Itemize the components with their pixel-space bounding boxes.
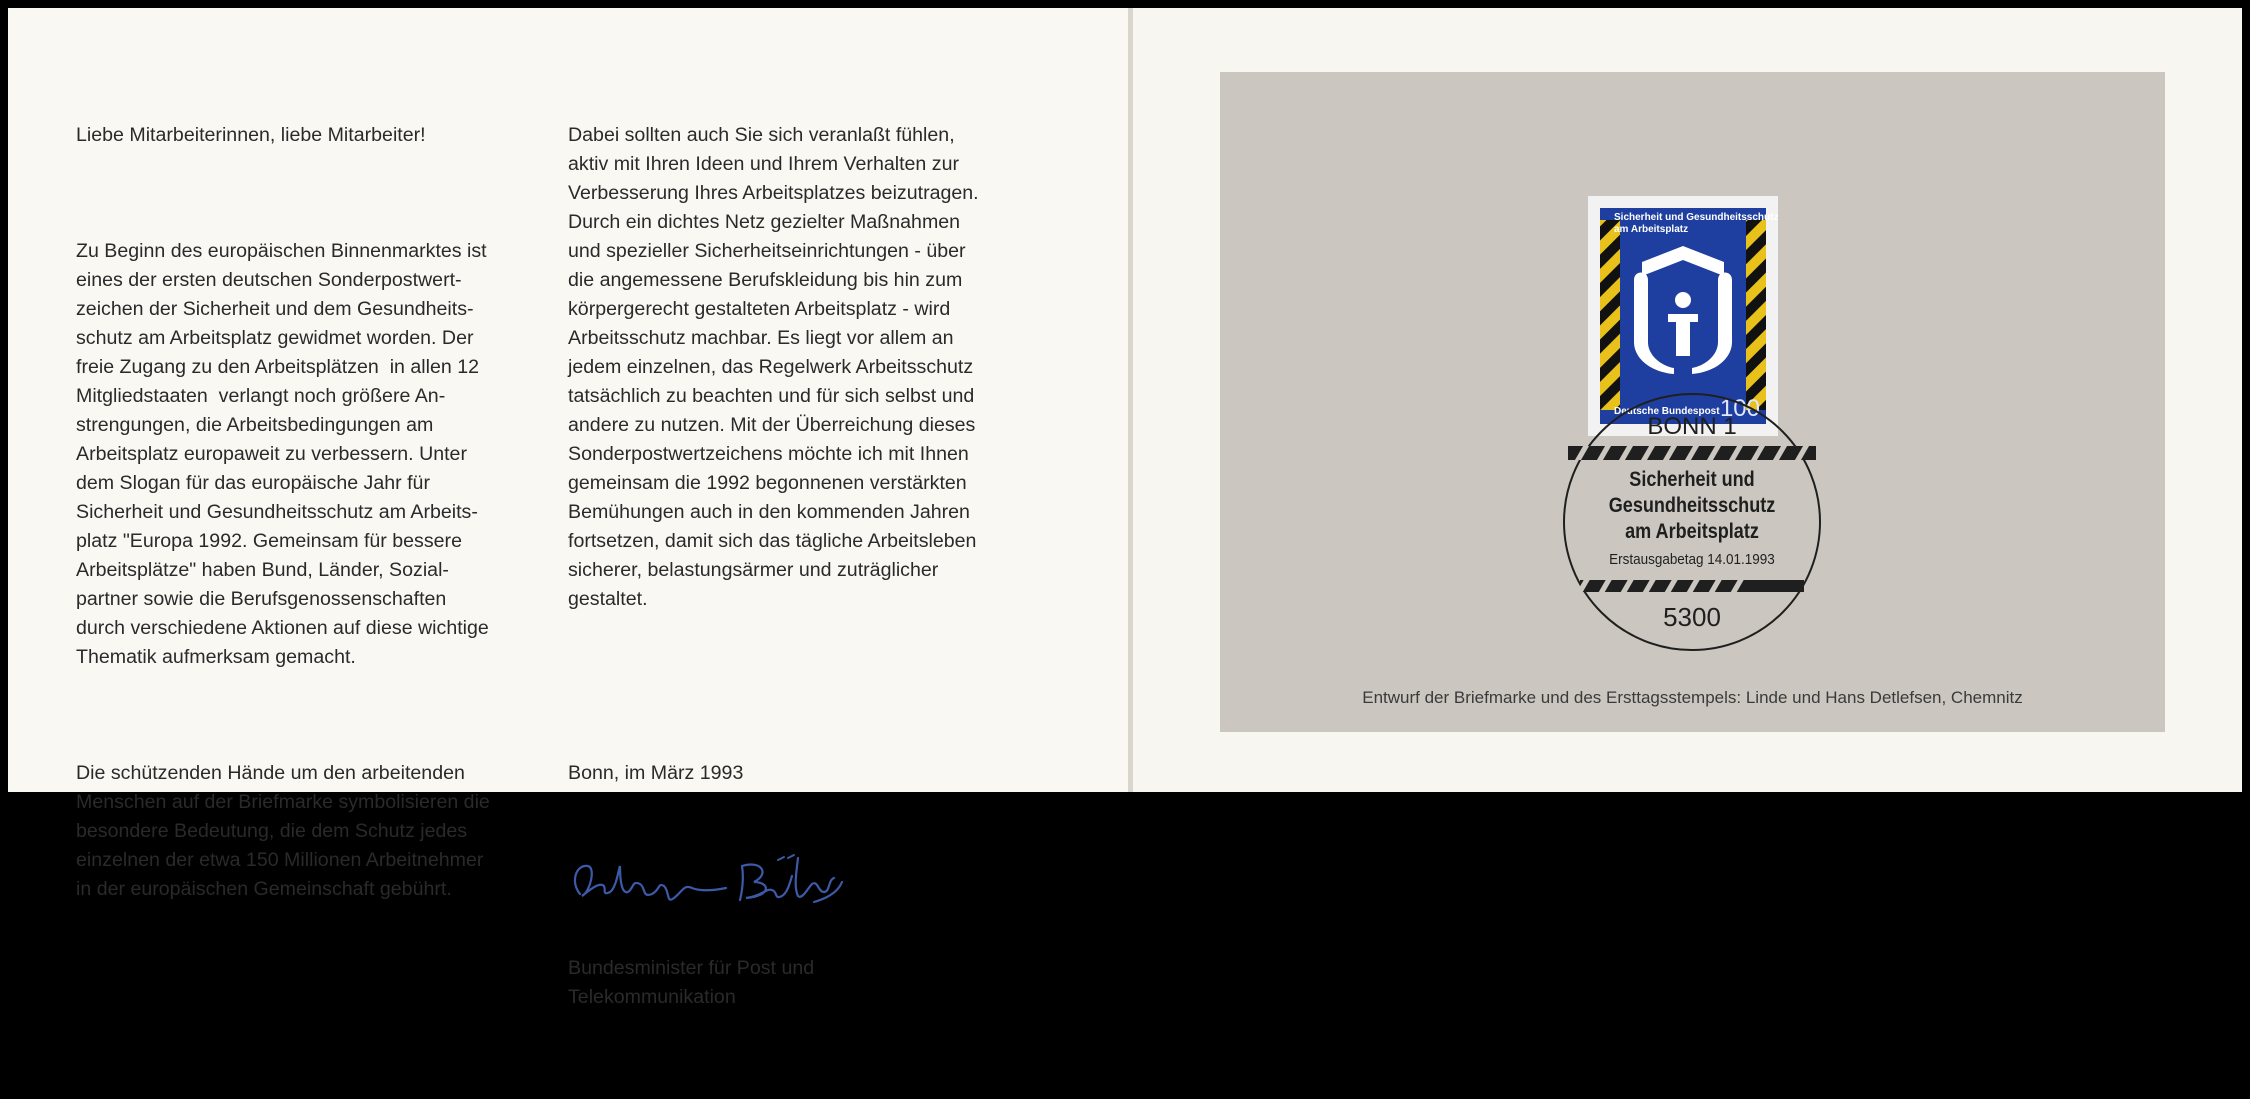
postmark-line-2: Gesundheitsschutz: [1608, 493, 1776, 518]
first-day-postmark: [1552, 382, 1832, 662]
letter-paragraph-2: Die schützenden Hände um den arbeitenden Menschen auf der Briefmarke symbolisieren die besondere Bedeutung, die dem Schutz jedes einzelnen der etwa 150 Millionen Arbeitnehmer in der europäischen Gemeinschaft gebührt.: [76, 762, 490, 900]
stamp-title-line-1: Sicherheit und Gesundheitsschutz: [1614, 212, 1778, 223]
postmark-line-1: Sicherheit und: [1629, 467, 1755, 492]
letter-paragraph-3: Dabei sollten auch Sie sich veranlaßt fühlen, aktiv mit Ihren Ideen und Ihrem Verhalten zur Verbesserung Ihres Arbeitsplatzes beizutragen. Durch ein dichtes Netz gezielter Maßnahmen und spezieller Sicherheitseinrichtungen - über die angemessene Berufskleidung bis hin zum körpergerecht gestalteten Arbeitsplatz - wird Arbeitsschutz machbar. Es liegt vor allem an jedem einzelnen, das Regelwerk Arbeitsschutz tatsächlich zu beachten und für sich selbst und andere zu nutzen. Mit der Überreichung dieses Sonderpostwertzeichens möchte ich mit Ihnen gemeinsam die 1992 begonnenen verstärkten Bemühungen auch in den kommenden Jahren fortsetzen, damit sich das tägliche Arbeitsleben sicherer, belastungsärmer und zuträglicher gestaltet.: [568, 124, 979, 610]
place-date: Bonn, im März 1993: [568, 762, 744, 784]
signatory: Bundesminister für Post und Telekommunikation: [568, 957, 815, 1008]
letter-column-1: [76, 63, 490, 933]
salutation: Liebe Mitarbeiterinnen, liebe Mitarbeiter!: [76, 124, 426, 146]
postmark-line-4: Erstausgabetag 14.01.1993: [1609, 551, 1775, 569]
letter-column-2: [568, 63, 979, 1099]
design-caption: Entwurf der Briefmarke und des Ersttagsstempels: Linde und Hans Detlefsen, Chemnitz: [1362, 688, 2023, 707]
stamp-title-line-2: am Arbeitsplatz: [1614, 224, 1689, 235]
postmark-hatch-band-bottom: [1552, 580, 1804, 592]
postmark-postcode: 5300: [1663, 602, 1721, 632]
stamp-issuer: Deutsche Bundespost: [1614, 406, 1720, 417]
stamp-value: 100: [1719, 395, 1760, 422]
postmark-city: BONN 1: [1647, 413, 1737, 440]
postmark-hatch-band-top: [1552, 446, 1816, 460]
letter-paragraph-1: Zu Beginn des europäischen Binnenmarktes ist eines der ersten deutschen Sonderpostwert- zeichen der Sicherheit und dem Gesundheits- schutz am Arbeitsplatz gewidmet worden. Der freie Zugang zu den Arbeitsplätzen in allen 12 Mitgliedstaaten verlangt noch größere An- strengungen, die Arbeitsbedingungen am Arbeitsplatz europaweit zu verbessern. Unter dem Slogan für das europäische Jahr für Sicherheit und Gesundheitsschutz am Arbeits- platz "Europa 1992. Gemeinsam für bessere Arbeitsplätze" haben Bund, Länder, Sozial- partner sowie die Berufsgenossenschaften durch verschiedene Aktionen auf diese wichtige Thematik aufmerksam gemacht.: [76, 240, 489, 668]
signature-image: [566, 852, 866, 916]
postmark-line-3: am Arbeitsplatz: [1625, 519, 1759, 544]
